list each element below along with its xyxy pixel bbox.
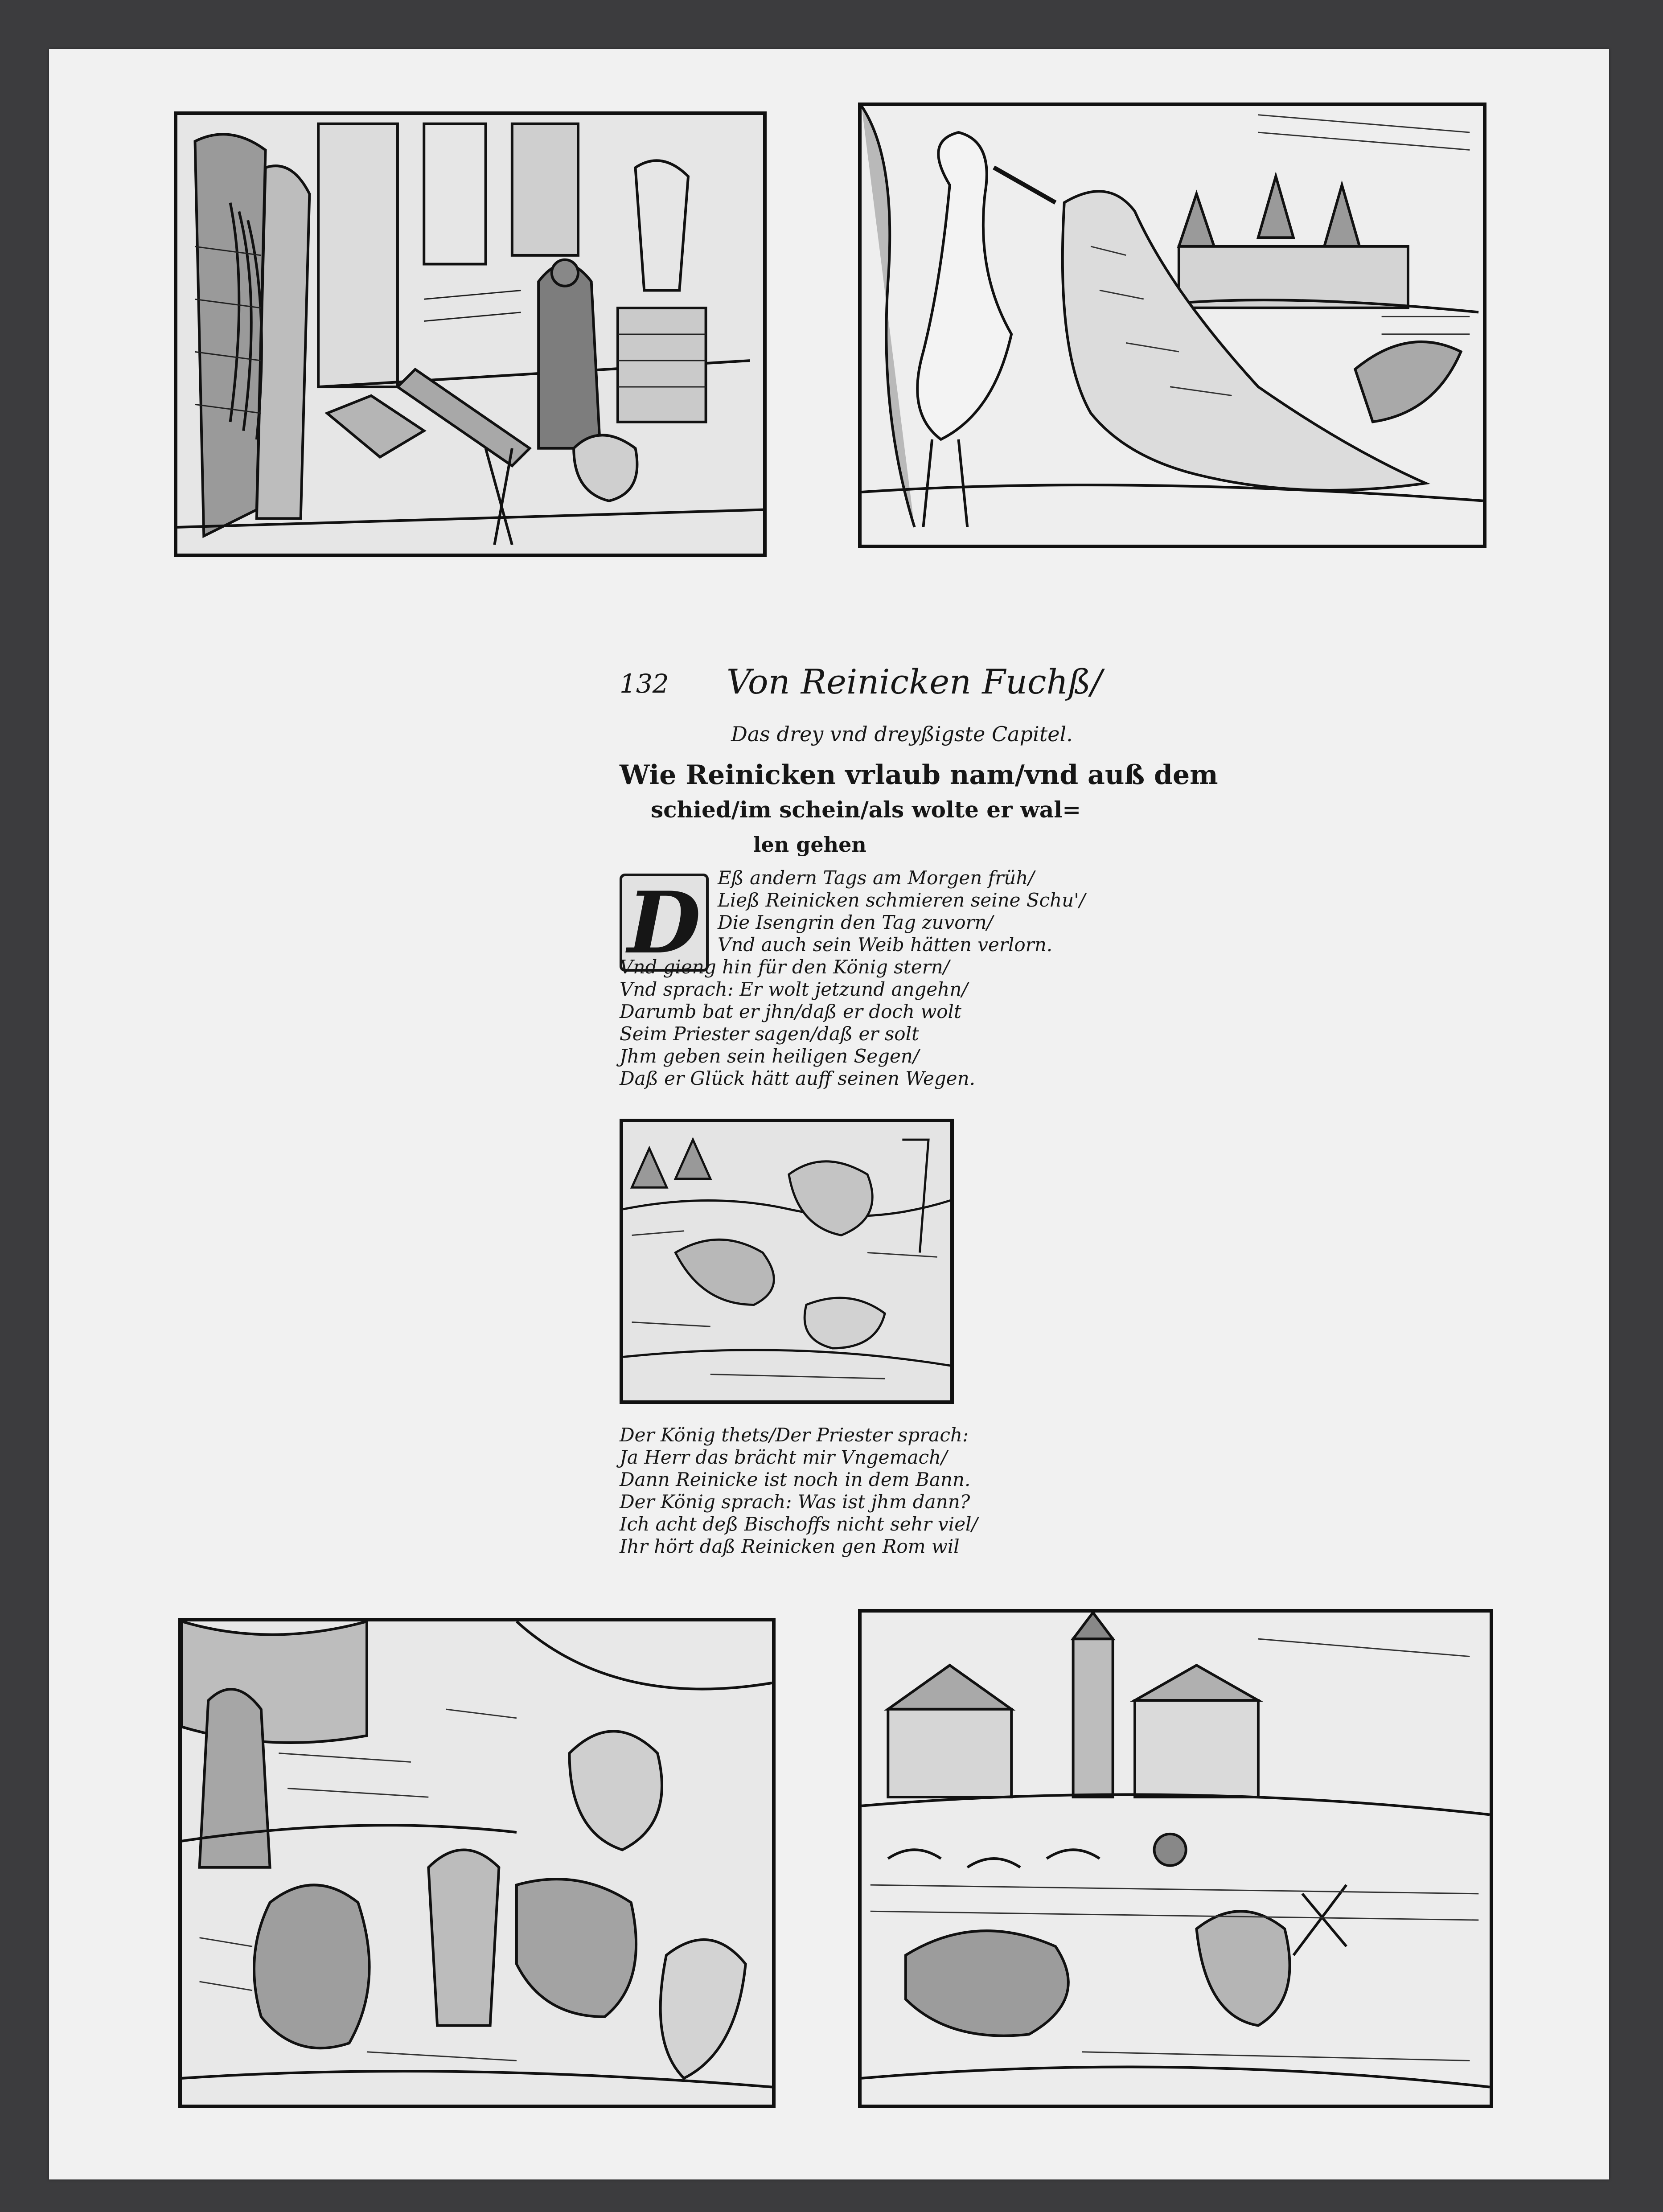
verse-line: Dann Reinicke ist noch in dem Bann. xyxy=(620,1469,971,1490)
verse-line: Vnd gieng hin für den König stern/ xyxy=(620,956,949,978)
verse-line: Vnd sprach: Er wolt jetzund angehn/ xyxy=(620,978,968,1000)
verse-line: Ihr hört daß Reinicken gen Rom wil xyxy=(620,1535,960,1557)
verse-line: Ja Herr das brächt mir Vngemach/ xyxy=(620,1446,948,1468)
chapter-label: Das drey vnd dreyßigste Capitel. xyxy=(731,722,1073,746)
verse-line: Seim Priester sagen/daß er solt xyxy=(620,1023,919,1045)
verse-line: Daß er Glück hätt auff seinen Wegen. xyxy=(620,1067,976,1089)
woodcut-town-and-field xyxy=(858,1609,1493,2108)
verse-line: Vnd auch sein Weib hätten verlorn. xyxy=(718,934,1053,956)
chapter-title xyxy=(620,758,1218,862)
verse-line: Jhm geben sein heiligen Segen/ xyxy=(620,1045,920,1067)
running-head: Von Reinicken Fuchß/ xyxy=(727,662,1102,702)
verse-block xyxy=(620,1424,978,1558)
woodcut-landscape-animals xyxy=(620,1119,954,1404)
woodcut-court-interior-illustration xyxy=(177,115,763,554)
verse-line: Der König thets/Der Priester sprach: xyxy=(620,1424,969,1446)
verse-line: Der König sprach: Was ist jhm dann? xyxy=(620,1491,970,1513)
woodcut-bear-and-lion-illustration xyxy=(182,1621,772,2105)
verse-line: Ich acht deß Bischoffs nicht sehr viel/ xyxy=(620,1513,978,1535)
scanned-page xyxy=(49,49,1609,2179)
verse-line: Ließ Reinicken schmieren seine Schu'/ xyxy=(718,889,1085,911)
verse-block xyxy=(620,956,975,1090)
woodcut-crane-and-fox-illustration xyxy=(862,106,1483,545)
chapter-title-line: Wie Reinicken vrlaub nam/vnd auß dem xyxy=(620,759,1218,791)
verse-line: Darumb bat er jhn/daß er doch wolt xyxy=(620,1001,961,1022)
verse-line: Die Isengrin den Tag zuvorn/ xyxy=(718,911,993,933)
drop-cap-initial: D xyxy=(620,874,709,972)
woodcut-town-and-field-illustration xyxy=(862,1613,1490,2105)
verse-line: Eß andern Tags am Morgen früh/ xyxy=(718,867,1035,889)
woodcut-court-interior xyxy=(174,111,767,557)
verse-block xyxy=(718,867,1085,956)
chapter-title-line: len gehen xyxy=(753,833,866,857)
page-number: 132 xyxy=(620,669,669,699)
woodcut-crane-and-fox xyxy=(858,103,1486,548)
chapter-title-line: schied/im schein/als wolte er wal= xyxy=(651,796,1081,823)
woodcut-bear-and-lion xyxy=(178,1618,776,2108)
woodcut-landscape-animals-illustration xyxy=(623,1122,950,1400)
